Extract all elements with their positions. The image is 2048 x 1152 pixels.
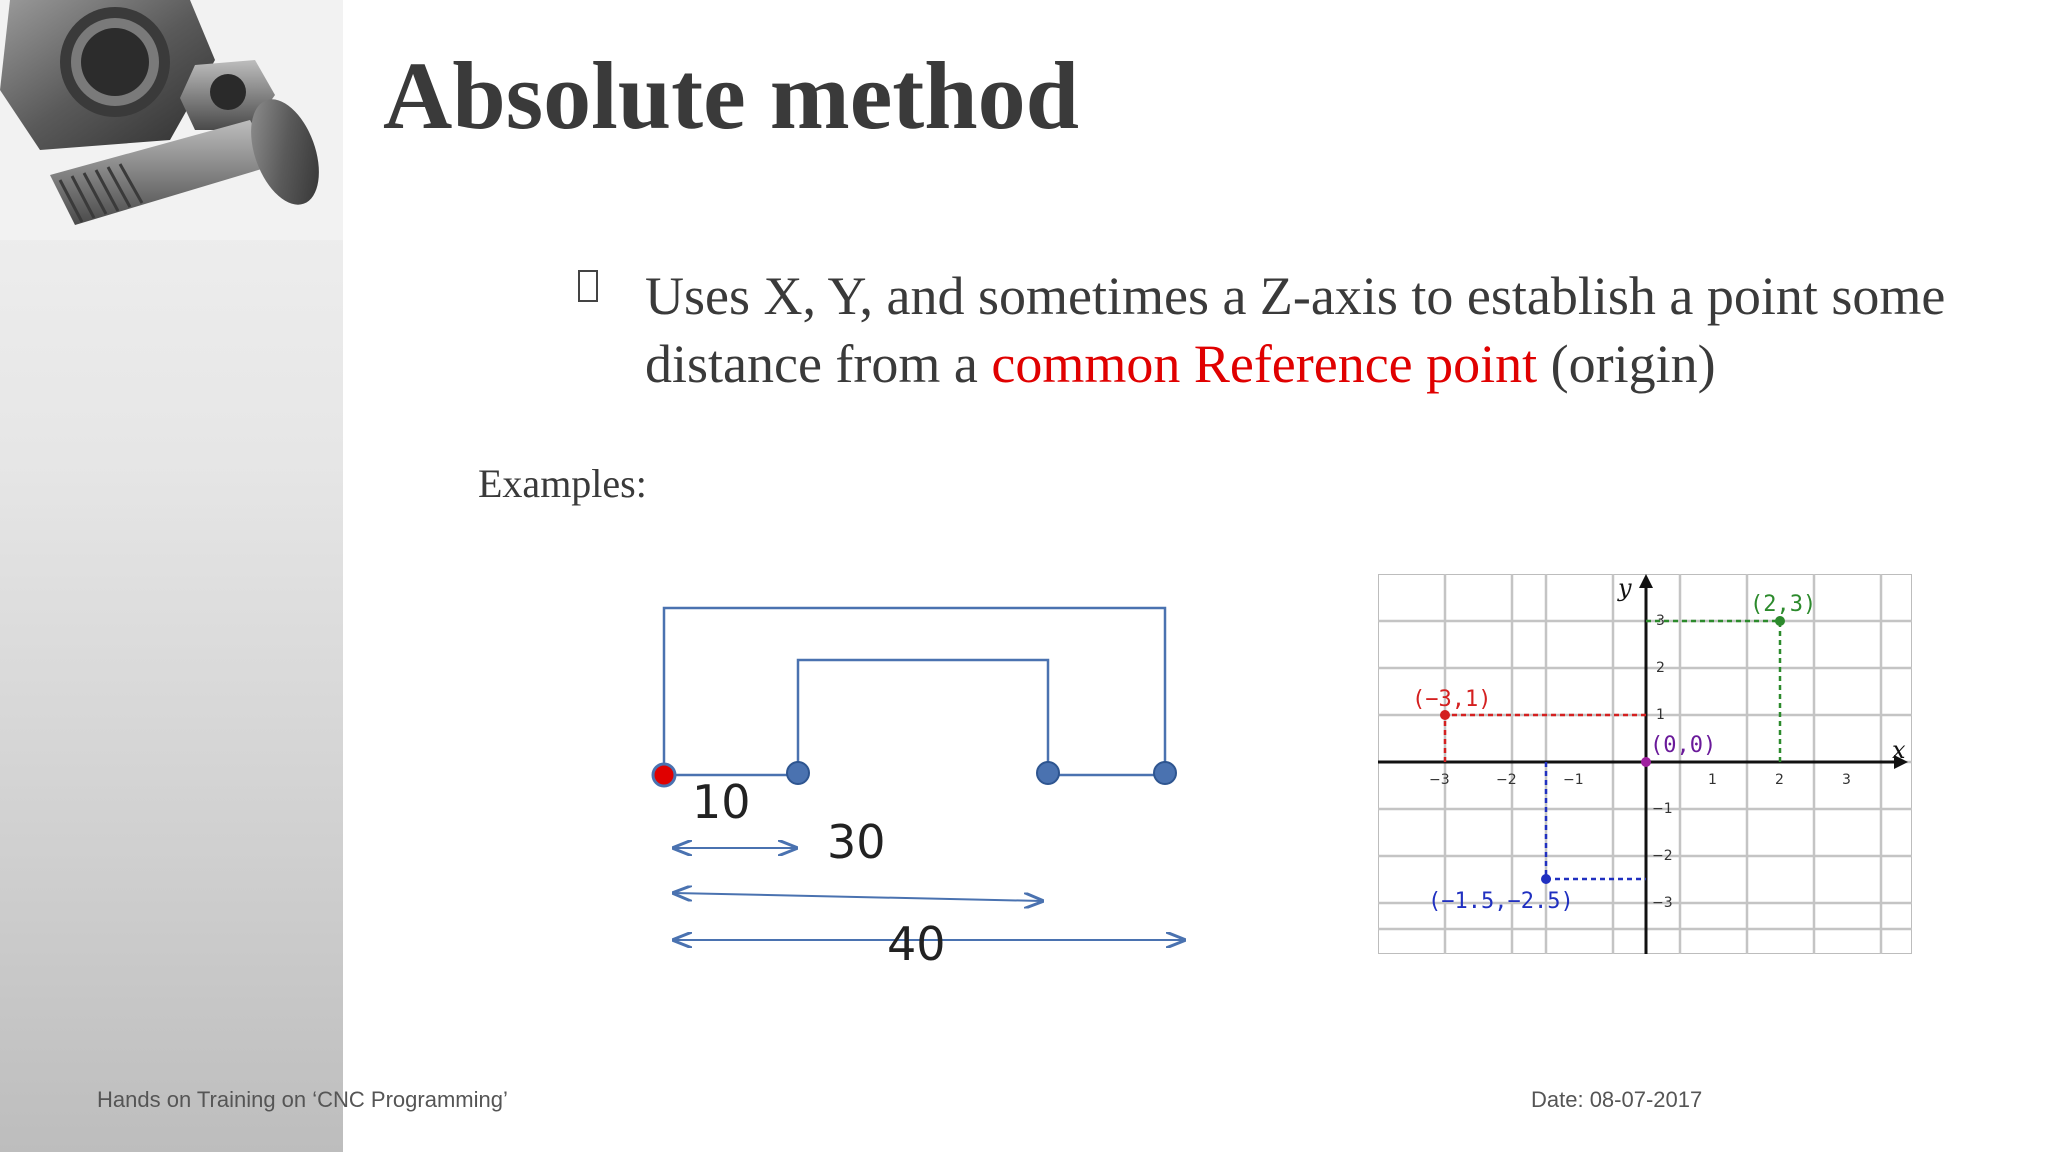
axis-label-y: y bbox=[1618, 574, 1632, 602]
point-neg15-neg25 bbox=[1541, 874, 1551, 884]
point-origin bbox=[1641, 757, 1651, 767]
footer-date: Date: 08-07-2017 bbox=[1531, 1087, 1703, 1112]
examples-label: Examples: bbox=[478, 461, 647, 506]
label-point-origin: (0,0) bbox=[1650, 733, 1717, 758]
bullet-marker-icon bbox=[578, 270, 598, 302]
bullet-highlight: common Reference point bbox=[991, 334, 1538, 394]
label-point-2-3: (2,3) bbox=[1750, 592, 1817, 617]
bullet-text-after: (origin) bbox=[1537, 334, 1716, 394]
point-2-3 bbox=[1775, 616, 1785, 626]
point-40 bbox=[1154, 762, 1176, 784]
tick-y-2: 2 bbox=[1656, 660, 1665, 676]
bullet-text-before: Uses X, Y, and sometimes a Z-axis to establish a point some distance from a bbox=[645, 266, 1946, 394]
tick-y-neg2: −2 bbox=[1652, 848, 1673, 864]
slide-title: Absolute method bbox=[383, 42, 1080, 149]
tick-x-neg3: −3 bbox=[1429, 772, 1450, 788]
tick-x-3: 3 bbox=[1842, 772, 1851, 788]
label-point-neg3-1: (−3,1) bbox=[1412, 687, 1492, 712]
label-point-neg15-neg25: (−1.5,−2.5) bbox=[1428, 889, 1574, 914]
tick-y-neg1: −1 bbox=[1652, 801, 1673, 817]
nut-bolt-image bbox=[0, 0, 343, 240]
tick-x-neg1: −1 bbox=[1563, 772, 1584, 788]
tick-x-neg2: −2 bbox=[1496, 772, 1517, 788]
dim-label-30: 30 bbox=[827, 815, 886, 869]
point-30 bbox=[1037, 762, 1059, 784]
inner-profile-line bbox=[798, 660, 1048, 775]
outer-profile-line bbox=[664, 608, 1165, 775]
bullet-text bbox=[645, 262, 1975, 398]
coordinate-grid bbox=[1378, 574, 1912, 954]
footer-course-title: Hands on Training on ‘CNC Programming’ bbox=[97, 1087, 508, 1112]
point-10 bbox=[787, 762, 809, 784]
tick-y-neg3: −3 bbox=[1652, 895, 1673, 911]
tick-x-2: 2 bbox=[1775, 772, 1784, 788]
tick-x-1: 1 bbox=[1708, 772, 1717, 788]
origin-point bbox=[653, 764, 675, 786]
tick-y-1: 1 bbox=[1656, 707, 1665, 723]
axis-label-x: x bbox=[1892, 736, 1906, 764]
dim-arrow-30 bbox=[674, 893, 1042, 901]
dim-label-10: 10 bbox=[692, 775, 751, 829]
dim-label-40: 40 bbox=[887, 917, 946, 971]
tick-y-3: 3 bbox=[1656, 613, 1665, 629]
part-dimension-diagram bbox=[640, 590, 1200, 990]
